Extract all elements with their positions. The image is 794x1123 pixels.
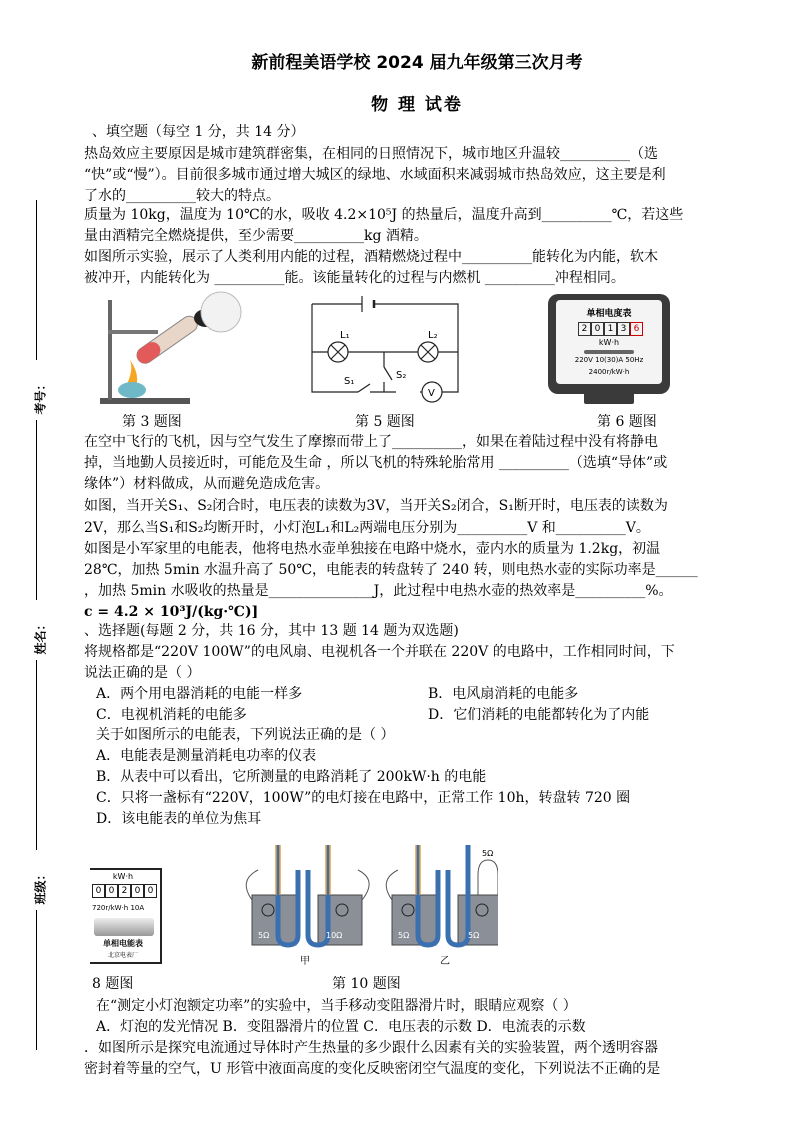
resistor-label: 5Ω: [258, 931, 270, 940]
question-text: 如图是小军家里的电能表，他将电热水壶单独接在电路中烧水，壶内水的质量为 1.2kg，初温: [84, 541, 661, 557]
resistor-label: 5Ω: [398, 931, 410, 940]
option-a: A．两个用电器消耗的电能一样多: [96, 686, 303, 702]
question-text: 将规格都是“220V 100W”的电风扇、电视机各一个并联在 220V 的电路中，工作相同时间，下: [84, 644, 675, 660]
question-text: 被冲开，内能转化为 __________能。该能量转化的过程与内燃机 __________冲程相同。: [84, 270, 625, 286]
figure-caption: 8 题图: [92, 976, 134, 992]
question-text: 质量为 10kg，温度为 10℃的水，吸收 4.2×10⁵J 的热量后，温度升高到__________℃，若这些: [84, 207, 684, 223]
meter-digit: 0: [144, 884, 157, 898]
exam-title: 新前程美语学校 2024 届九年级第三次月考: [251, 53, 583, 73]
option-a: A．电能表是测量消耗电功率的仪表: [96, 748, 317, 764]
figure-caption: 第 6 题图: [597, 414, 657, 430]
question-text: c = 4.2 × 10³J/(kg·℃)]: [84, 604, 259, 620]
question-options: A．灯泡的发光情况 B．变阻器滑片的位置 C．电压表的示数 D．电流表的示数: [96, 1019, 586, 1035]
meter-digit: 2: [578, 322, 591, 336]
figure-caption: 第 3 题图: [122, 414, 182, 430]
meter-rate: 2400r/kW·h: [588, 368, 630, 376]
name-label: 姓名：: [33, 618, 48, 655]
question-text: 2V，那么当S₁和S₂均断开时，小灯泡L₁和L₂两端电压分别为__________V 和__________V。: [84, 520, 650, 536]
meter-title: 单相电度表: [586, 309, 632, 319]
option-c: C．电视机消耗的电能多: [96, 707, 247, 723]
meter-spec: 220V 10(30)A 50Hz: [574, 356, 644, 364]
meter-digit: 0: [105, 884, 118, 898]
meter-digits: [578, 322, 643, 336]
meter-disc: [584, 350, 634, 354]
question-text: 密封着等量的空气，U 形管中液面高度的变化反映密闭空气温度的变化，下列说法不正确的是: [84, 1061, 661, 1077]
question-text: ，加热 5min 水吸收的热量是_______________J，此过程中电热水壶的热效率是__________%。: [84, 583, 673, 599]
figure-3-apparatus: [96, 290, 246, 410]
question-text: 在空中飞行的飞机，因与空气发生了摩擦而带上了__________，如果在着陆过程中没有将静电: [84, 434, 658, 450]
question-text: 了水的__________较大的特点。: [84, 188, 280, 204]
option-b: B．电风扇消耗的电能多: [428, 686, 579, 702]
exam-number-label: 考号：: [33, 378, 48, 415]
meter-digit: 1: [604, 322, 617, 336]
figure-6-meter: [548, 294, 670, 406]
class-label: 班级：: [33, 868, 48, 905]
question-text: 如图，当开关S₁、S₂闭合时，电压表的读数为3V，当开关S₂闭合，S₁断开时，电压表的读数为: [84, 498, 668, 514]
label-s2: S₂: [396, 370, 407, 381]
label-l2: L₂: [428, 330, 438, 341]
margin-line: [36, 420, 37, 600]
question-text: 热岛效应主要原因是城市建筑群密集，在相同的日照情况下，城市地区升温较__________（选: [84, 146, 658, 162]
meter2-maker: 北京电表厂: [107, 952, 138, 959]
question-text: ．如图所示是探究电流通过导体时产生热量的多少跟什么因素有关的实验装置，两个透明容器: [84, 1040, 658, 1056]
option-c: C．只将一盏标有“220V，100W”的电灯接在电路中，正常工作 10h，转盘转 720 圈: [96, 790, 631, 806]
exam-subtitle: 物 理 试卷: [371, 95, 463, 115]
question-text: 如图所示实验，展示了人类利用内能的过程，酒精燃烧过程中__________能转化为内能，软木: [84, 249, 658, 265]
meter-digit: 3: [617, 322, 630, 336]
meter-digit: 0: [131, 884, 144, 898]
resistor-label: 5Ω: [482, 849, 494, 858]
figure-5-circuit: [300, 292, 470, 407]
meter-unit: kW·h: [598, 338, 620, 347]
figure-caption: 第 5 题图: [355, 414, 415, 430]
section-heading: 、填空题（每空 1 分，共 14 分）: [92, 124, 305, 140]
question-text: “快”或“慢”）。目前很多城市通过增大城区的绿地、水域面积来减弱城市热岛效应，这主要是利: [84, 167, 666, 183]
figure-8-meter: [90, 868, 162, 964]
option-d: D．该电能表的单位为焦耳: [96, 811, 262, 827]
meter2-spec: 720r/kW·h 10A: [92, 904, 145, 912]
question-text: 关于如图所示的电能表，下列说法正确的是（ ）: [96, 727, 395, 743]
question-text: 缘体”）材料做成，从而避免造成危害。: [84, 476, 330, 492]
meter-digit: 0: [591, 322, 604, 336]
meter-digit: 2: [118, 884, 131, 898]
margin-line: [36, 660, 37, 850]
resistor-label: 5Ω: [468, 931, 480, 940]
label-jia: 甲: [300, 956, 310, 965]
label-voltmeter: V: [428, 388, 435, 399]
figure-10-apparatus: [238, 840, 498, 965]
resistor-label: 10Ω: [326, 931, 343, 940]
section-heading: 、选择题(每题 2 分，共 16 分，其中 13 题 14 题为双选题): [84, 623, 459, 639]
meter2-unit: kW·h: [112, 872, 134, 881]
label-yi: 乙: [440, 956, 450, 965]
label-s1: S₁: [344, 376, 355, 387]
question-text: 说法正确的是（ ）: [84, 665, 201, 681]
question-text: 在“测定小灯泡额定功率”的实验中，当手移动变阻器滑片时，眼睛应观察（ ）: [96, 998, 577, 1014]
option-d: D．它们消耗的电能都转化为了内能: [428, 707, 650, 723]
figure-caption: 第 10 题图: [332, 976, 401, 992]
option-b: B．从表中可以看出，它所测量的电路消耗了 200kW·h 的电能: [96, 769, 487, 785]
label-l1: L₁: [340, 330, 350, 341]
meter-digit-decimal: 6: [630, 322, 643, 336]
question-text: 28℃，加热 5min 水温升高了 50℃，电能表的转盘转了 240 转，则电热水壶的实际功率是______: [84, 562, 698, 578]
question-text: 量由酒精完全燃烧提供，至少需要__________kg 酒精。: [84, 228, 428, 244]
meter2-digits: [92, 884, 157, 898]
margin-line: [36, 200, 37, 360]
meter-digit: 0: [92, 884, 105, 898]
margin-line: [36, 910, 37, 1050]
meter2-name: 单相电能表: [103, 939, 143, 948]
meter2-disc: [94, 918, 154, 936]
question-text: 掉，当地勤人员接近时，可能危及生命 ，所以飞机的特殊轮胎常用 __________（选填“导体”或: [84, 455, 668, 471]
